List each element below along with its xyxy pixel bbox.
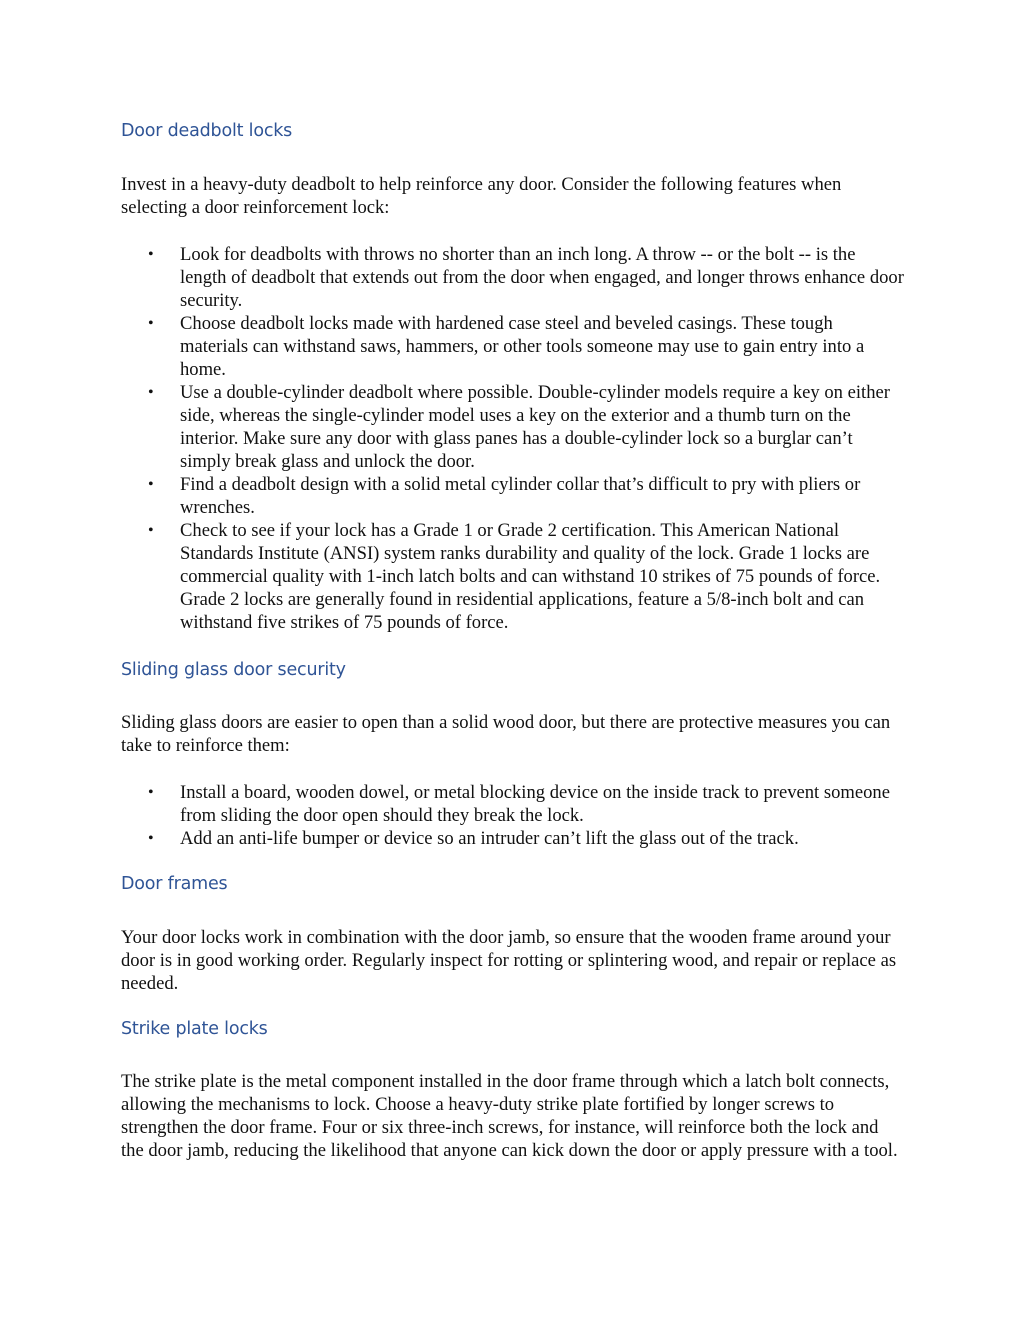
section-intro-door-frames: Your door locks work in combination with the door jamb, so ensure that the wooden frame around your door is in good working order. Regularly inspect for rotting or splintering wood, and repair or replace as needed. <box>121 927 897 994</box>
list-item-text: Check to see if your lock has a Grade 1 or Grade 2 certification. This American National Standards Institute (ANSI) system ranks durability and quality of the lock. Grade 1 locks are commercial quality with 1-inch latch bolts and can withstand 10 strikes of 75 pounds of force. Grade 2 locks are generally found in residential applications, feature a 5/8-inch bolt and can withstand five strikes of 75 pounds of force. <box>180 520 881 633</box>
section-intro-sliding-glass-door-security: Sliding glass doors are easier to open than a solid wood door, but there are protective measures you can take to reinforce them: <box>121 712 891 756</box>
bullet-list-door-deadbolt-locks <box>121 243 905 634</box>
bullet-icon: • <box>148 246 154 263</box>
list-item <box>121 827 905 850</box>
section-heading-door-frames: Door frames <box>121 874 228 894</box>
list-item-text: Add an anti-life bumper or device so an intruder can’t lift the glass out of the track. <box>180 828 799 849</box>
bullet-icon: • <box>148 830 154 847</box>
list-item <box>121 312 905 381</box>
section-heading-door-deadbolt-locks: Door deadbolt locks <box>121 121 293 141</box>
list-item <box>121 243 905 312</box>
section-heading-sliding-glass-door-security: Sliding glass door security <box>121 660 346 680</box>
list-item-text: Choose deadbolt locks made with hardened case steel and beveled casings. These tough materials can withstand saws, hammers, or other tools someone may use to gain entry into a home. <box>180 313 865 380</box>
section-intro-door-deadbolt-locks: Invest in a heavy-duty deadbolt to help reinforce any door. Consider the following features when selecting a door reinforcement lock: <box>121 174 842 218</box>
list-item-text: Use a double-cylinder deadbolt where possible. Double-cylinder models require a key on either side, whereas the single-cylinder model uses a key on the exterior and a thumb turn on the interior. Make sure any door with glass panes has a double-cylinder lock so a burglar can’t simply break glass and unlock the door. <box>180 382 890 472</box>
list-item-text: Install a board, wooden dowel, or metal blocking device on the inside track to prevent someone from sliding the door open should they break the lock. <box>180 782 890 826</box>
section-heading-strike-plate-locks: Strike plate locks <box>121 1019 268 1039</box>
bullet-icon: • <box>148 522 154 539</box>
bullet-icon: • <box>148 315 154 332</box>
bullet-icon: • <box>148 476 154 493</box>
bullet-list-sliding-glass-door-security <box>121 781 905 850</box>
bullet-icon: • <box>148 384 154 401</box>
section-intro-strike-plate-locks: The strike plate is the metal component installed in the door frame through which a latch bolt connects, allowing the mechanisms to lock. Choose a heavy-duty strike plate fortified by longer screws to strengthen the door frame. Four or six three-inch screws, for instance, will reinforce both the lock and the door jamb, reducing the likelihood that anyone can kick down the door or apply pressure with a tool. <box>121 1071 898 1161</box>
list-item <box>121 473 905 519</box>
list-item <box>121 381 905 473</box>
list-item <box>121 781 905 827</box>
list-item-text: Find a deadbolt design with a solid metal cylinder collar that’s difficult to pry with pliers or wrenches. <box>180 474 861 518</box>
list-item <box>121 519 905 634</box>
bullet-icon: • <box>148 784 154 801</box>
list-item-text: Look for deadbolts with throws no shorter than an inch long. A throw -- or the bolt -- is the length of deadbolt that extends out from the door when engaged, and longer throws enhance door security. <box>180 244 904 311</box>
